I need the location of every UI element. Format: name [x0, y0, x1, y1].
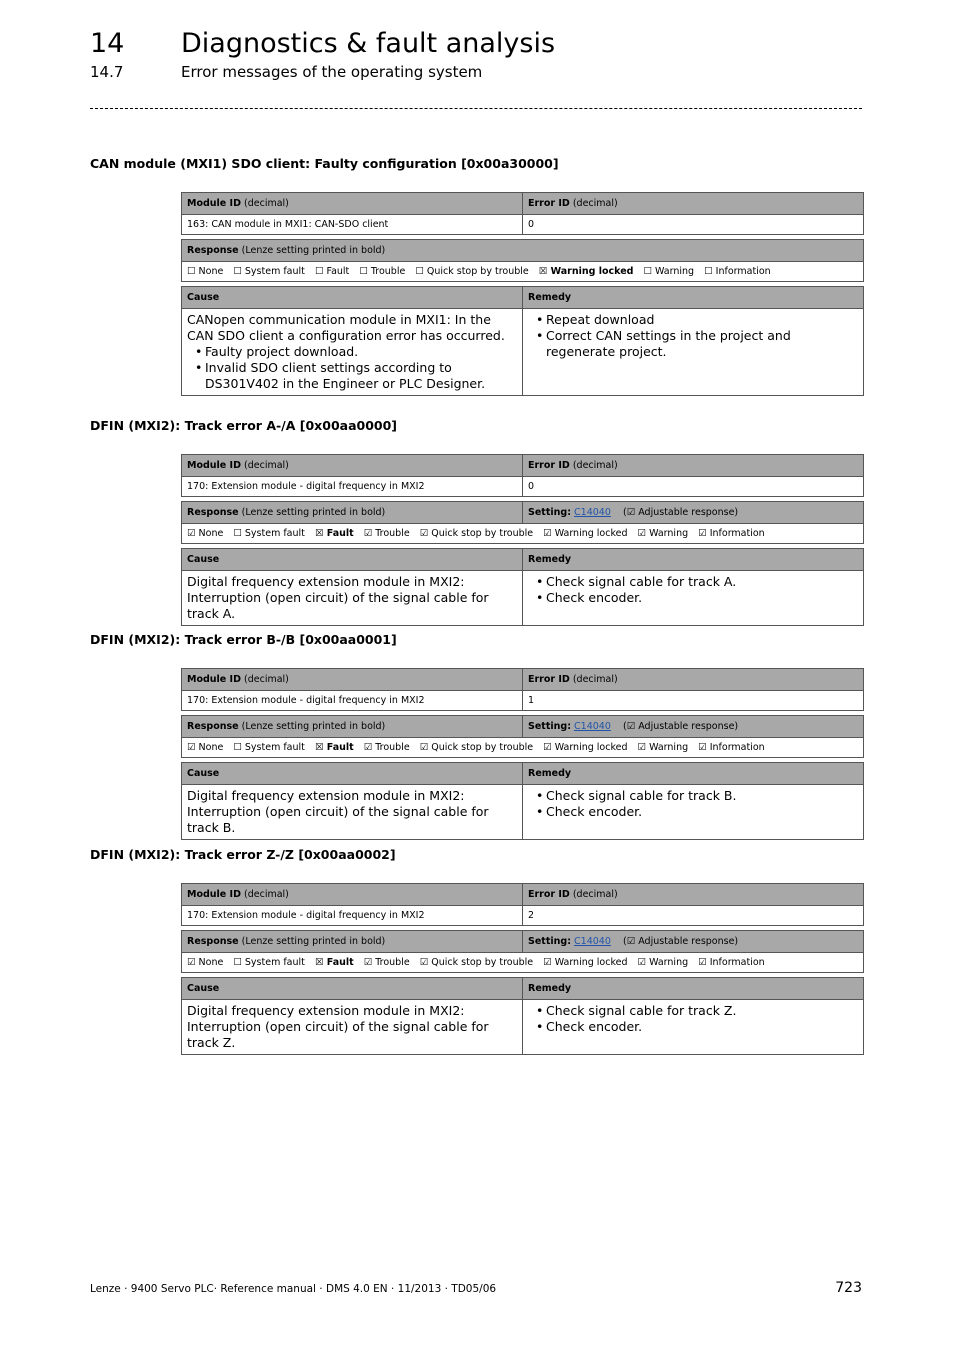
chapter-number: 14 — [90, 28, 125, 59]
response-header: Response (Lenze setting printed in bold) — [182, 716, 523, 738]
cause-text: CANopen communication module in MXI1: In the CAN SDO client a configuration error has occurred. — [187, 312, 505, 343]
error-table — [181, 668, 864, 840]
remedy-item: • Check encoder. — [546, 804, 858, 820]
error-table — [181, 192, 864, 396]
cause-header: Cause — [182, 287, 523, 309]
option-system-fault: ☐ System fault — [233, 528, 305, 539]
remedy-header: Remedy — [523, 287, 864, 309]
module-id-header: Module ID (decimal) — [182, 669, 523, 691]
remedy-item: • Check encoder. — [546, 590, 858, 606]
option-warning-locked: ☑ Warning locked — [543, 742, 628, 753]
module-id-value: 170: Extension module - digital frequency in MXI2 — [182, 477, 523, 497]
option-fault: ☐ Fault — [314, 266, 350, 277]
remedy-item: • Check signal cable for track B. — [546, 788, 858, 804]
module-id-value: 163: CAN module in MXI1: CAN-SDO client — [182, 215, 523, 235]
setting-code-link[interactable]: C14040 — [574, 507, 611, 518]
footer-doc-info: Lenze · 9400 Servo PLC· Reference manual · DMS 4.0 EN · 11/2013 · TD05/06 — [90, 1283, 497, 1295]
option-system-fault: ☐ System fault — [233, 742, 305, 753]
cause-header: Cause — [182, 763, 523, 785]
adjustable-note: (☑ Adjustable response) — [622, 721, 739, 732]
option-none: ☑ None — [187, 528, 224, 539]
error-table — [181, 883, 864, 1055]
module-id-header: Module ID (decimal) — [182, 455, 523, 477]
error-id-value: 1 — [523, 691, 864, 711]
option-quick-stop: ☐ Quick stop by trouble — [415, 266, 529, 277]
option-fault: ☒ Fault — [314, 528, 354, 539]
cause-cell — [182, 1000, 523, 1055]
option-system-fault: ☐ System fault — [233, 957, 305, 968]
module-id-value: 170: Extension module - digital frequency in MXI2 — [182, 906, 523, 926]
option-none: ☐ None — [187, 266, 224, 277]
error-id-header: Error ID (decimal) — [523, 193, 864, 215]
error-heading: CAN module (MXI1) SDO client: Faulty configuration [0x00a30000] — [90, 156, 559, 171]
option-quick-stop: ☑ Quick stop by trouble — [419, 528, 534, 539]
remedy-header: Remedy — [523, 549, 864, 571]
remedy-header: Remedy — [523, 763, 864, 785]
module-id-value: 170: Extension module - digital frequency in MXI2 — [182, 691, 523, 711]
cause-cell — [182, 785, 523, 840]
remedy-item: • Repeat download — [546, 312, 858, 328]
error-heading: DFIN (MXI2): Track error B-/B [0x00aa0001] — [90, 632, 397, 647]
remedy-item: • Check signal cable for track Z. — [546, 1003, 858, 1019]
response-header: Response (Lenze setting printed in bold) — [182, 931, 523, 953]
option-information: ☑ Information — [698, 957, 765, 968]
option-information: ☑ Information — [698, 528, 765, 539]
option-quick-stop: ☑ Quick stop by trouble — [419, 957, 534, 968]
cause-text: Digital frequency extension module in MXI2: Interruption (open circuit) of the signal cable for track B. — [187, 788, 489, 835]
option-warning: ☑ Warning — [637, 957, 689, 968]
error-id-header: Error ID (decimal) — [523, 884, 864, 906]
cause-item: • Invalid SDO client settings according to DS301V402 in the Engineer or PLC Designer. — [205, 360, 517, 392]
setting-header: Setting: C14040 (☑ Adjustable response) — [523, 931, 864, 953]
option-warning-locked: ☑ Warning locked — [543, 957, 628, 968]
remedy-item: • Check encoder. — [546, 1019, 858, 1035]
adjustable-note: (☑ Adjustable response) — [622, 507, 739, 518]
setting-code-link[interactable]: C14040 — [574, 936, 611, 947]
cause-text: Digital frequency extension module in MXI2: Interruption (open circuit) of the signal cable for track A. — [187, 574, 489, 621]
error-table — [181, 454, 864, 626]
setting-header: Setting: C14040 (☑ Adjustable response) — [523, 716, 864, 738]
option-trouble: ☑ Trouble — [363, 742, 410, 753]
response-options — [182, 738, 864, 758]
page-number: 723 — [835, 1280, 862, 1296]
section-number: 14.7 — [90, 63, 124, 81]
remedy-cell — [523, 309, 864, 396]
setting-header: Setting: C14040 (☑ Adjustable response) — [523, 502, 864, 524]
option-warning: ☑ Warning — [637, 528, 689, 539]
response-header: Response (Lenze setting printed in bold) — [182, 502, 523, 524]
option-none: ☑ None — [187, 742, 224, 753]
cause-header: Cause — [182, 549, 523, 571]
option-trouble: ☑ Trouble — [363, 528, 410, 539]
option-fault: ☒ Fault — [314, 742, 354, 753]
error-id-header: Error ID (decimal) — [523, 455, 864, 477]
option-warning: ☐ Warning — [643, 266, 695, 277]
remedy-item: • Correct CAN settings in the project and regenerate project. — [546, 328, 858, 360]
error-heading: DFIN (MXI2): Track error Z-/Z [0x00aa0002] — [90, 847, 396, 862]
cause-item: • Faulty project download. — [205, 344, 517, 360]
module-id-header: Module ID (decimal) — [182, 884, 523, 906]
remedy-cell — [523, 1000, 864, 1055]
response-options — [182, 953, 864, 973]
option-none: ☑ None — [187, 957, 224, 968]
error-id-value: 0 — [523, 215, 864, 235]
module-id-header: Module ID (decimal) — [182, 193, 523, 215]
cause-header: Cause — [182, 978, 523, 1000]
section-title: Error messages of the operating system — [181, 63, 483, 81]
option-warning-locked: ☑ Warning locked — [543, 528, 628, 539]
option-information: ☐ Information — [704, 266, 771, 277]
cause-text: Digital frequency extension module in MXI2: Interruption (open circuit) of the signal cable for track Z. — [187, 1003, 489, 1050]
remedy-cell — [523, 571, 864, 626]
option-system-fault: ☐ System fault — [233, 266, 305, 277]
option-quick-stop: ☑ Quick stop by trouble — [419, 742, 534, 753]
response-options — [182, 524, 864, 544]
error-id-value: 2 — [523, 906, 864, 926]
response-options — [182, 262, 864, 282]
option-warning: ☑ Warning — [637, 742, 689, 753]
option-fault: ☒ Fault — [314, 957, 354, 968]
error-id-value: 0 — [523, 477, 864, 497]
option-trouble: ☑ Trouble — [363, 957, 410, 968]
error-heading: DFIN (MXI2): Track error A-/A [0x00aa0000] — [90, 418, 398, 433]
adjustable-note: (☑ Adjustable response) — [622, 936, 739, 947]
option-trouble: ☐ Trouble — [359, 266, 406, 277]
cause-cell — [182, 309, 523, 396]
chapter-title: Diagnostics & fault analysis — [181, 28, 556, 59]
option-information: ☑ Information — [698, 742, 765, 753]
remedy-cell — [523, 785, 864, 840]
error-id-header: Error ID (decimal) — [523, 669, 864, 691]
option-warning-locked: ☒ Warning locked — [538, 266, 634, 277]
remedy-header: Remedy — [523, 978, 864, 1000]
remedy-item: • Check signal cable for track A. — [546, 574, 858, 590]
response-header: Response (Lenze setting printed in bold) — [182, 240, 864, 262]
header-divider — [90, 108, 862, 109]
setting-code-link[interactable]: C14040 — [574, 721, 611, 732]
cause-cell — [182, 571, 523, 626]
